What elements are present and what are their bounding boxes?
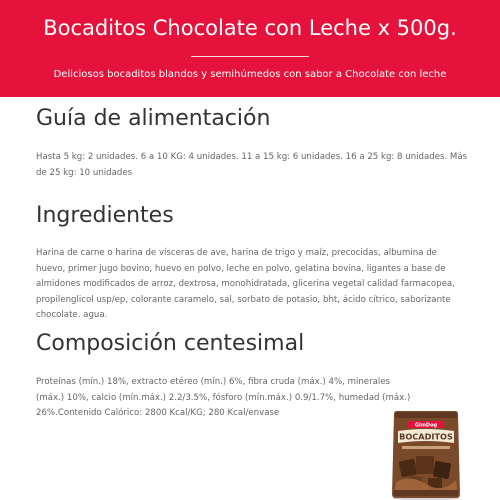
ingredients-heading: Ingredientes	[36, 203, 174, 228]
product-title: Bocaditos Chocolate con Leche x 500g.	[43, 16, 457, 40]
feeding-guide-text: Hasta 5 kg: 2 unidades. 6 a 10 KG: 4 unidades. 11 a 15 kg: 6 unidades. 16 a 25 kg: 8 unidades. Más de 25 kg: 10 unidades	[36, 152, 468, 178]
composition-text: Proteínas (mín.) 18%, extracto etéreo (mín.) 6%, fibra cruda (máx.) 4%, minerales (máx.) 10%, calcio (mín.máx.) 2.2/3.5%, fósforo (mín.máx.) 0.9/1.7%, humedad (máx.) 26%.Contenido Calórico: 2800 Kcal/KG; 280 Kcal/envase	[36, 377, 411, 418]
feeding-guide-heading: Guía de alimentación	[36, 106, 271, 131]
banner-divider	[191, 56, 309, 57]
product-banner	[0, 0, 500, 97]
ingredients-text: Harina de carne o harina de vísceras de ave, harina de trigo y maíz, precocidas, albumina de huevo, primer jugo bovino, huevo en polvo, leche en polvo, gelatina bovina, ligantes a base de almidones modificados de arroz, dextrosa, monohidratada, glicerina vegetal calidad farmacopea, propilenglicol usp/ep, colorante caramelo, sal, sorbato de potasio, bht, ácido cítrico, saborizante chocolate. agua.	[36, 248, 455, 320]
product-subtitle: Deliciosos bocaditos blandos y semihúmedos con sabor a Chocolate con leche	[53, 69, 447, 80]
composition-heading: Composición centesimal	[36, 331, 305, 356]
product-package-image	[386, 410, 466, 500]
product-package-graphic	[386, 410, 466, 500]
package-logo-text: GimDog	[414, 422, 438, 429]
package-brand-text: BOCADITOS	[399, 431, 453, 442]
